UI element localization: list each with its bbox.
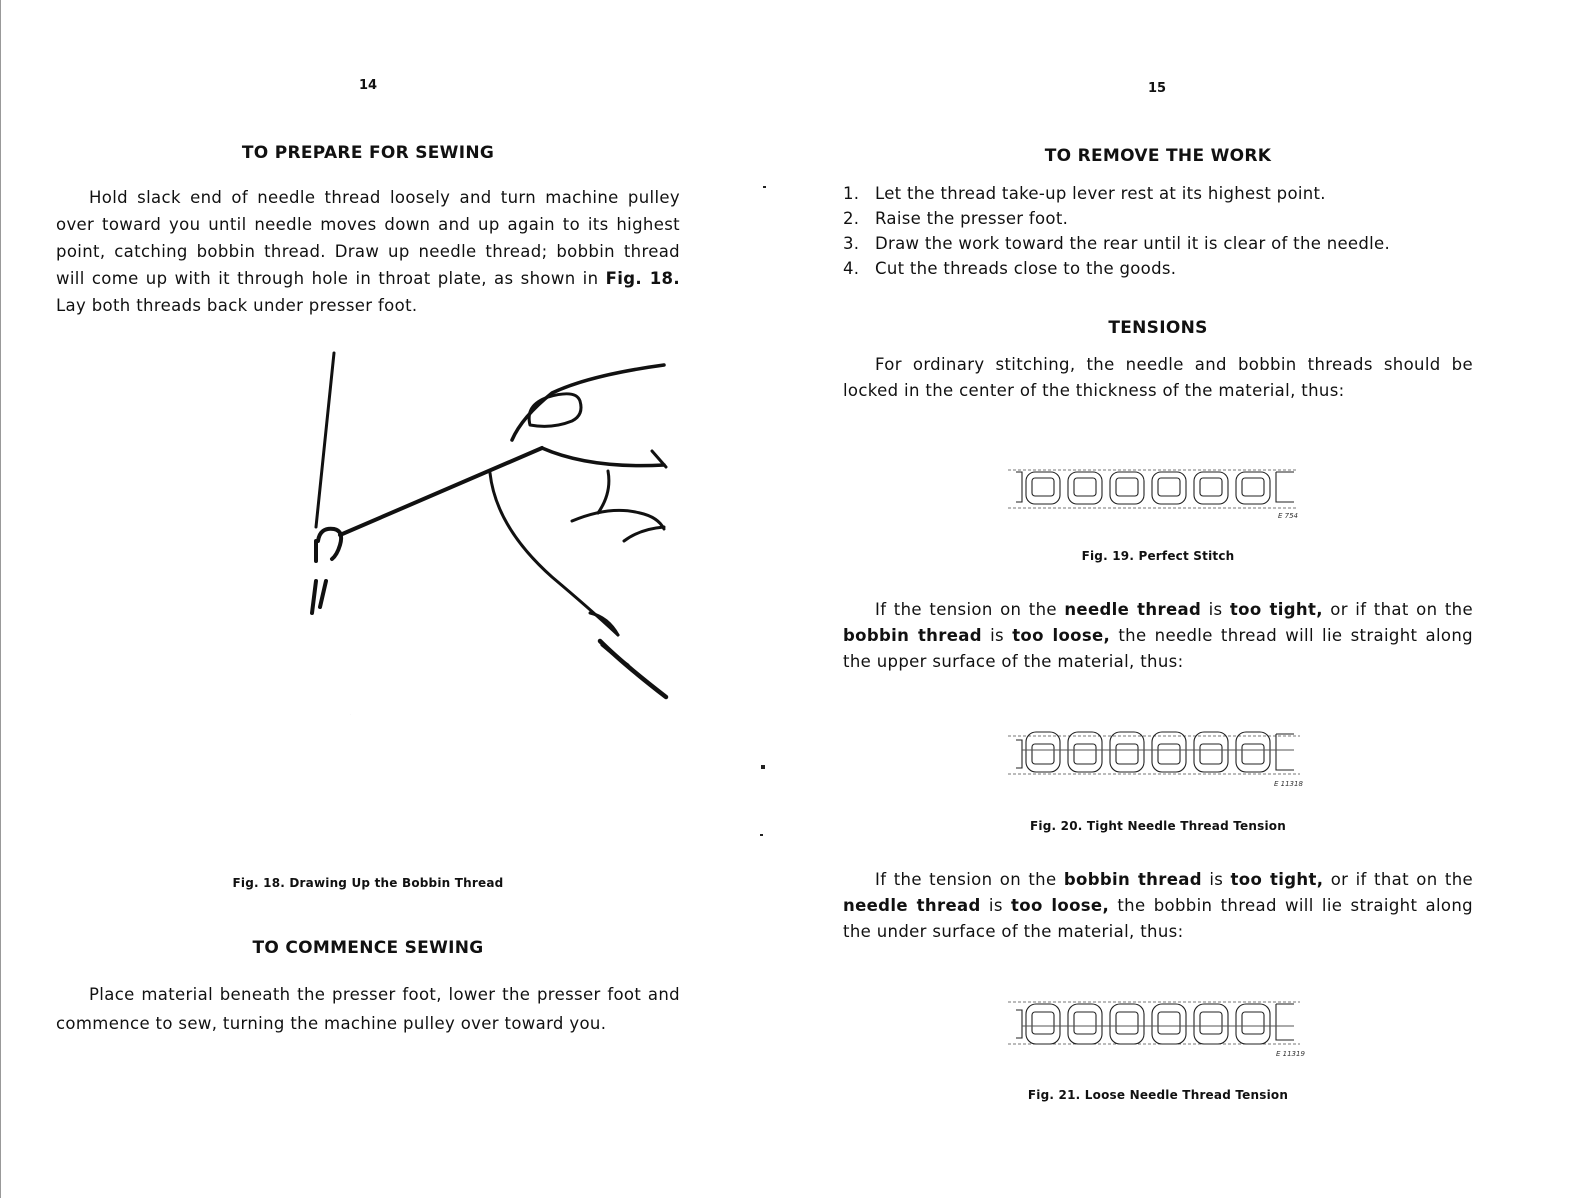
remove-work-steps (843, 181, 1483, 281)
needle-line (316, 353, 334, 527)
paragraph-text: is (990, 626, 1005, 645)
thumbnail (529, 394, 581, 427)
bold-term: too tight, (1229, 600, 1323, 619)
page-number: 15 (1148, 81, 1167, 96)
speck (761, 765, 765, 769)
stitch-loops (1026, 732, 1270, 772)
needle-point (312, 581, 316, 613)
paragraph-text: is (1209, 870, 1224, 889)
paragraph-text: the needle thread will lie straight along the upper surface of the material, thus: (843, 626, 1473, 671)
bold-term: bobbin thread (1063, 870, 1202, 889)
figure-19-caption: Fig. 19. Perfect Stitch (1081, 549, 1235, 563)
needle-eye (318, 529, 341, 559)
paragraph-text: If the tension on the (875, 600, 1057, 619)
left-page (0, 0, 760, 1198)
figure-code: E 754 (1278, 512, 1299, 520)
bold-term: too tight, (1230, 870, 1324, 889)
stitch-loops (1026, 1004, 1270, 1044)
paragraph-prepare (56, 184, 680, 319)
paragraph-tight-bobbin (843, 867, 1473, 945)
index-finger-outline (490, 473, 618, 635)
figure-21-caption: Fig. 21. Loose Needle Thread Tension (1027, 1088, 1289, 1102)
speck (760, 834, 763, 836)
bold-term: bobbin thread (843, 626, 982, 645)
list-item (843, 256, 1483, 281)
bold-term: needle thread (843, 896, 981, 915)
step-number: 2. (843, 209, 860, 228)
paragraph-text: the bobbin thread will lie straight along the under surface of the material, thus: (843, 896, 1473, 941)
figure-20-tight-needle-stitch-diagram (1008, 728, 1308, 790)
figure-18-caption: Fig. 18. Drawing Up the Bobbin Thread (232, 876, 504, 890)
figure-19-perfect-stitch-diagram (1008, 462, 1308, 522)
list-item (843, 231, 1483, 256)
step-number: 1. (843, 184, 860, 203)
list-item (843, 206, 1483, 231)
step-text: Raise the presser foot. (875, 209, 1069, 228)
right-page (770, 0, 1572, 1198)
paragraph-text: If the tension on the (875, 870, 1057, 889)
figure-20-caption: Fig. 20. Tight Needle Thread Tension (1030, 819, 1286, 833)
step-text: Cut the threads close to the goods. (875, 259, 1177, 278)
paragraph-text: Hold slack end of needle thread loosely and turn machine pulley over toward you until needle moves down and up again to its highest point, catching bobbin thread. Draw up needle thread; bobbin thread will come up with it through hole in throat plate, as shown in (56, 188, 680, 288)
bold-term: too loose, (1012, 626, 1111, 645)
step-number: 4. (843, 259, 860, 278)
paragraph-text: or if that on the (1330, 600, 1473, 619)
paragraph-text: Lay both threads back under presser foot. (56, 296, 418, 315)
paragraph-text: or if that on the (1330, 870, 1474, 889)
paragraph-tight-needle (843, 597, 1473, 675)
figure-reference: Fig. 18. (605, 269, 680, 288)
paragraph-commence: Place material beneath the presser foot, lower the presser foot and commence to sew, turning the machine pulley over toward you. (56, 985, 680, 1033)
section-heading-tensions: TENSIONS (1108, 318, 1208, 338)
section-heading-commence: TO COMMENCE SEWING (252, 938, 484, 958)
finger-outline (542, 448, 664, 466)
figure-18-hand-needle-illustration (290, 345, 680, 715)
paragraph-tensions-intro: For ordinary stitching, the needle and bobbin threads should be locked in the center of the thickness of the material, thus: (843, 355, 1473, 400)
step-text: Let the thread take-up lever rest at its highest point. (875, 184, 1326, 203)
figure-code: E 11319 (1276, 1050, 1305, 1058)
paragraph-text: is (1208, 600, 1223, 619)
section-heading-prepare: TO PREPARE FOR SEWING (241, 143, 495, 163)
section-heading-remove-work: TO REMOVE THE WORK (1044, 146, 1272, 166)
thread-line (340, 448, 542, 535)
bold-term: needle thread (1064, 600, 1202, 619)
bold-term: too loose, (1011, 896, 1110, 915)
figure-code: E 11318 (1274, 780, 1303, 788)
page-number: 14 (359, 78, 378, 93)
step-number: 3. (843, 234, 860, 253)
step-text: Draw the work toward the rear until it is clear of the needle. (875, 234, 1391, 253)
speck (763, 186, 766, 188)
list-item (843, 181, 1483, 206)
paragraph-text: is (988, 896, 1003, 915)
stitch-loops (1026, 472, 1270, 504)
figure-21-loose-needle-stitch-diagram (1008, 996, 1308, 1058)
